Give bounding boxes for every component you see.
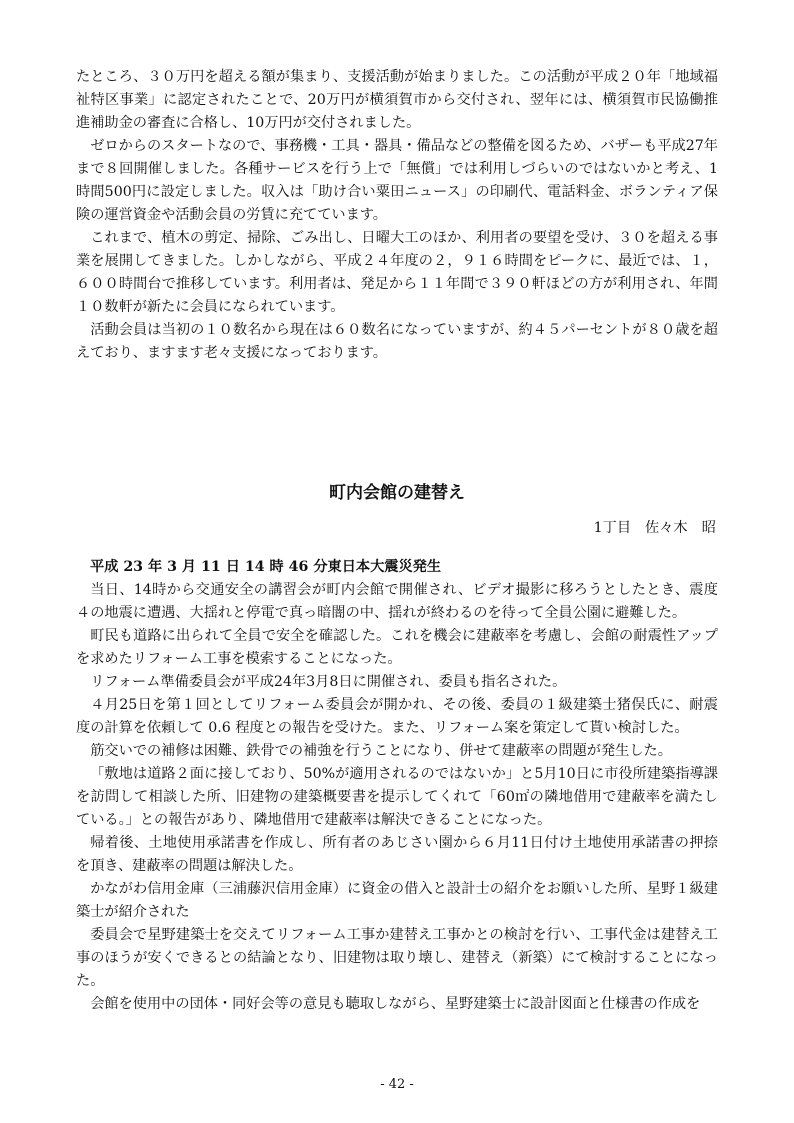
section-title: 町内会館の建替え [329, 483, 465, 503]
paragraph: かながわ信用金庫（三浦藤沢信用金庫）に資金の借入と設計士の紹介をお願いした所、星野１級建築士が紹介された [76, 881, 718, 920]
section-gap [76, 365, 718, 475]
paragraph: 町民も道路に出られて全員で安全を確認した。これを機会に建蔽率を考慮し、会館の耐震性アップを求めたリフォーム工事を模索することになった。 [76, 628, 718, 667]
paragraph: たところ、３０万円を超える額が集まり、支援活動が始まりました。この活動が平成２０年「地域福祉特区事業」に認定されたことで、20万円が横須賀市から交付され、翌年には、横須賀市民協働推進補助金の審査に合格し、10万円が交付されました。 [76, 69, 718, 131]
paragraph: 筋交いでの補修は困難、鉄骨での補強を行うことになり、併せて建蔽率の問題が発生した。 [90, 743, 672, 759]
author-name: 佐々木 昭 [645, 520, 716, 536]
paragraph: 帰着後、土地使用承諾書を作成し、所有者のあじさい園から６月11日付け土地使用承諾書の押捺を頂き、建蔽率の問題は解決した。 [76, 835, 718, 874]
author-block: 1丁目 [593, 520, 632, 536]
paragraph: 委員会で星野建築士を交えてリフォーム工事か建替え工事かとの検討を行い、工事代金は建替え工事のほうが安くできるとの結論となり、旧建物は取り壊し、建替え（新築）にて検討することになった。 [76, 927, 718, 989]
paragraph: 会館を使用中の団体・同好会等の意見も聴取しながら、星野建築士に設計図面と仕様書の作成を [90, 996, 701, 1012]
page-number: - 42 - [380, 1077, 414, 1092]
paragraph: リフォーム準備委員会が平成24年3月8日に開催され、委員も指名された。 [90, 674, 567, 690]
author-line [76, 517, 718, 540]
paragraph: 当日、14時から交通安全の講習会が町内会館で開催され、ビデオ撮影に移ろうとしたとき、震度４の地震に遭遇、大揺れと停電で真っ暗闇の中、揺れが終わるのを待って全員公園に避難した。 [76, 582, 718, 621]
paragraph: これまで、植木の剪定、掃除、ごみ出し、日曜大工のほか、利用者の要望を受け、３０を超える事業を展開してきました。しかしながら、平成２４年度の２，９１６時間をピークに、最近では、１，６００時間台で推移しています。利用者は、発足から１１年間で３９０軒ほどの方が利用され、年間１０数軒が新たに会員になられています。 [76, 230, 718, 315]
paragraph: ４月25日を第１回としてリフォーム委員会が開かれ、その後、委員の１級建築士猪俣氏に、耐震度の計算を依頼して 0.6 程度との報告を受けた。また、リフォーム案を策定して貰い検討した。 [76, 697, 718, 736]
paragraph: 「敷地は道路２面に接しており、50%が適用されるのではないか」と5月10日に市役所建築指導課を訪問して相談した所、旧建物の建築概要書を提示してくれて「60㎡の隣地借用で建蔽率を満たしている。」との報告があり、隣地借用で建蔽率は解決できることになった。 [76, 766, 718, 828]
paragraph: ゼロからのスタートなので、事務機・工具・器具・備品などの整備を図るため、バザーも平成27年まで８回開催しました。各種サービスを行う上で「無償」では利用しづらいのではないかと考え、1時間500円に設定しました。収入は「助け合い粟田ニュース」の印刷代、電話料金、ボランティア保険の運営資金や活動会員の労賃に充てています。 [76, 138, 718, 223]
event-headline: 平成 23 年 3 月 11 日 14 時 46 分東日本大震災発生 [90, 559, 442, 575]
document-page [76, 66, 718, 1016]
paragraph: 活動会員は当初の１０数名から現在は６０数名になっていますが、約４５パーセントが８０歳を超えており、ますます老々支援になっております。 [76, 322, 718, 361]
